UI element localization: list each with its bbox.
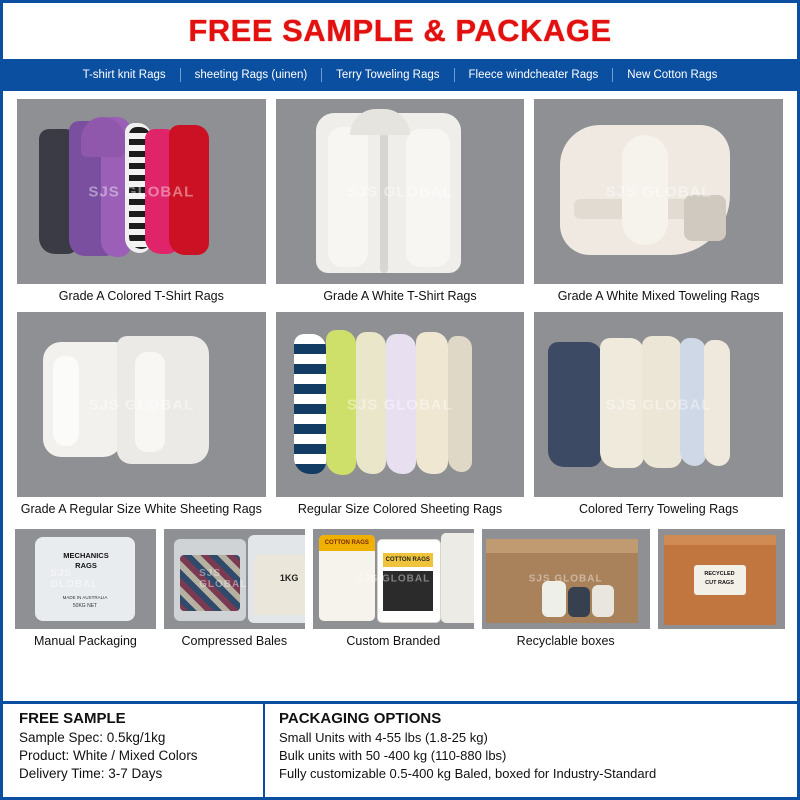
packaging-photo-bales — [164, 529, 305, 629]
product-photo-white-tshirt-rags — [276, 99, 525, 284]
product-card-white-tshirt-rags[interactable] — [276, 99, 525, 310]
bag-brand-line2: RAGS — [75, 561, 97, 570]
bag-brand-line1: MECHANICS — [63, 551, 109, 560]
product-photo-colored-sheeting-rags — [276, 312, 525, 497]
nav-item-terry-toweling-rags[interactable]: Terry Toweling Rags — [321, 68, 453, 82]
packaging-card-recyclable-boxes[interactable] — [482, 529, 650, 654]
product-card-colored-tshirt-rags[interactable] — [17, 99, 266, 310]
product-photo-white-mixed-toweling-rags — [534, 99, 783, 284]
packaging-photo-recycled-box — [658, 529, 785, 629]
footer-packaging-options — [265, 704, 797, 797]
nav-item-sheeting-rags[interactable]: sheeting Rags (uinen) — [180, 68, 322, 82]
packaging-card-manual-packaging[interactable] — [15, 529, 156, 654]
footer-bulk-units: Bulk units with 50 -400 kg (110-880 lbs) — [279, 748, 507, 763]
packaging-photo-custom-branded — [313, 529, 474, 629]
packaging-caption: Compressed Bales — [181, 634, 288, 648]
footer-packaging-title: PACKAGING OPTIONS — [279, 710, 442, 727]
product-photo-white-sheeting-rags — [17, 312, 266, 497]
product-photo-colored-terry-toweling-rags — [534, 312, 783, 497]
footer-delivery-time: Delivery Time: 3-7 Days — [19, 766, 163, 781]
box-label-line2: CUT RAGS — [705, 580, 734, 586]
watermark: SJS GLOBAL — [347, 183, 453, 200]
bale-weight-label: 1KG — [279, 573, 299, 583]
watermark: SJS GLOBAL — [605, 183, 712, 200]
nav-item-new-cotton-rags[interactable]: New Cotton Rags — [612, 68, 731, 82]
watermark: SJS GLOBAL — [347, 396, 453, 413]
footer — [3, 701, 797, 797]
product-card-colored-sheeting-rags[interactable] — [276, 312, 525, 523]
packaging-caption: Recyclable boxes — [516, 634, 615, 648]
watermark: SJS GLOBAL — [88, 396, 195, 413]
packaging-card-custom-branded[interactable] — [313, 529, 474, 654]
product-photo-colored-tshirt-rags — [17, 99, 266, 284]
brand-label-1: COTTON RAGS — [319, 535, 375, 551]
watermark: SJS GLOBAL — [199, 568, 248, 590]
category-navbar[interactable] — [3, 59, 797, 91]
watermark: SJS GLOBAL — [528, 573, 603, 585]
packaging-card-recycled-cut-rags-box[interactable] — [658, 529, 785, 654]
product-card-white-sheeting-rags[interactable] — [17, 312, 266, 523]
nav-item-fleece-windcheater-rags[interactable]: Fleece windcheater Rags — [454, 68, 613, 82]
packaging-card-compressed-bales[interactable] — [164, 529, 305, 654]
product-caption: Grade A Colored T-Shirt Rags — [58, 289, 224, 303]
footer-customizable: Fully customizable 0.5-400 kg Baled, boxed for Industry-Standard — [279, 766, 657, 781]
watermark: SJS GLOBAL — [605, 396, 712, 413]
product-caption: Grade A White T-Shirt Rags — [323, 289, 477, 303]
product-card-white-mixed-toweling-rags[interactable] — [534, 99, 783, 310]
watermark: SJS GLOBAL — [50, 568, 99, 590]
packaging-photo-recyclable-boxes — [482, 529, 650, 629]
product-card-colored-terry-toweling-rags[interactable] — [534, 312, 783, 523]
watermark: SJS GLOBAL — [356, 573, 431, 585]
banner-title: FREE SAMPLE & PACKAGE — [188, 13, 612, 48]
nav-item-tshirt-knit-rags[interactable]: T-shirt knit Rags — [82, 69, 166, 81]
footer-small-units: Small Units with 4-55 lbs (1.8-25 kg) — [279, 730, 488, 745]
header-banner — [3, 3, 797, 59]
packaging-row — [3, 523, 797, 654]
watermark: SJS GLOBAL — [88, 183, 195, 200]
product-caption: Colored Terry Toweling Rags — [578, 502, 739, 516]
product-caption: Grade A White Mixed Toweling Rags — [557, 289, 760, 303]
brand-label-2: COTTON RAGS — [383, 553, 433, 567]
packaging-caption: Custom Branded — [346, 634, 441, 648]
footer-free-sample-title: FREE SAMPLE — [19, 710, 126, 727]
packaging-photo-manual — [15, 529, 156, 629]
product-caption: Grade A Regular Size White Sheeting Rags — [20, 502, 262, 516]
footer-product: Product: White / Mixed Colors — [19, 748, 198, 763]
product-grid — [3, 91, 797, 523]
footer-sample-spec: Sample Spec: 0.5kg/1kg — [19, 730, 166, 745]
product-caption: Regular Size Colored Sheeting Rags — [297, 502, 503, 516]
bag-weight-text: 50KG NET — [72, 603, 98, 609]
packaging-caption: Manual Packaging — [34, 634, 137, 648]
box-label-line1: RECYCLED — [704, 571, 735, 577]
footer-free-sample — [3, 704, 265, 797]
bag-origin-text: MADE IN AUSTRALIA — [62, 595, 108, 600]
